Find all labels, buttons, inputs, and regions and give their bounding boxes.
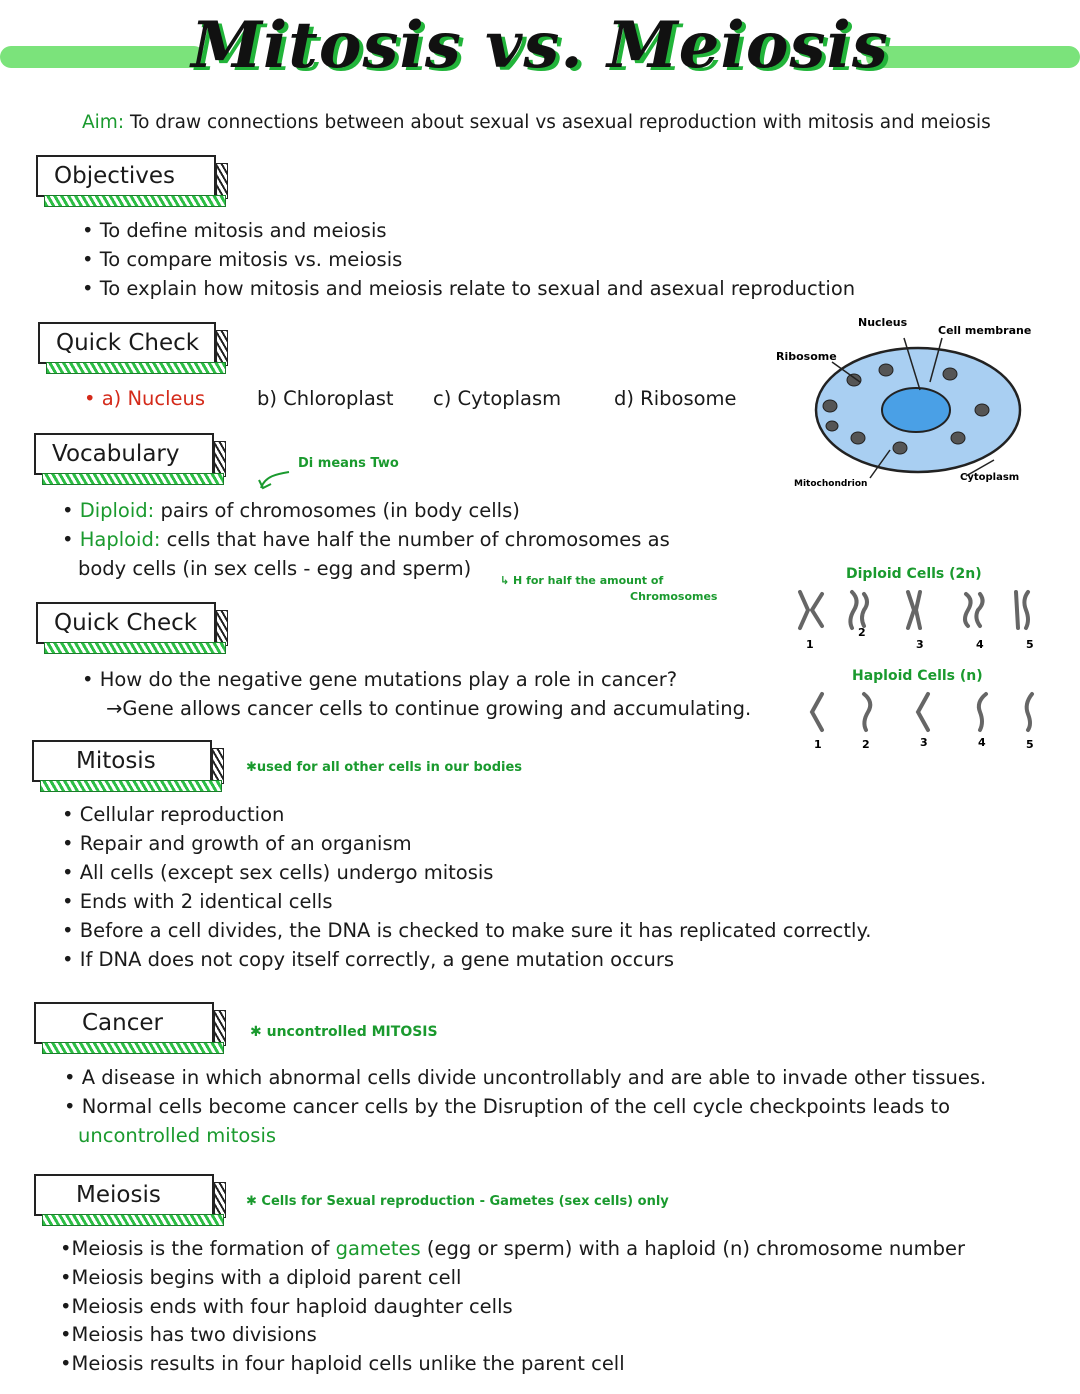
aim-line — [82, 112, 991, 133]
animal-cell-diagram — [770, 310, 1060, 500]
diploid-number: 2 — [858, 626, 866, 639]
quick-check-heading-box — [38, 322, 216, 364]
objectives-heading: Objectives — [36, 155, 216, 197]
list-item: • To compare mitosis vs. meiosis — [82, 245, 855, 274]
list-item: • To explain how mitosis and meiosis relate to sexual and asexual reproduction — [82, 274, 855, 303]
cancer-heading-box — [34, 1002, 214, 1044]
diploid-chromosomes — [790, 586, 1050, 650]
option-c: c) Cytoplasm — [433, 387, 562, 410]
haploid-number: 2 — [862, 738, 870, 751]
diploid-cells-title: Diploid Cells (2n) — [846, 566, 982, 582]
haploid-definition-cont: body cells (in sex cells - egg and sperm) — [78, 557, 472, 580]
heading-shadow — [214, 1182, 226, 1218]
mitosis-heading-box — [32, 740, 212, 782]
quick-check-2-question: • How do the negative gene mutations play a role in cancer? — [82, 668, 678, 691]
diploid-definition: • Diploid: pairs of chromosomes (in body cells) — [62, 499, 520, 522]
haploid-number: 1 — [814, 738, 822, 751]
haploid-chromosomes — [796, 688, 1046, 752]
cancer-item-2-cont: uncontrolled mitosis — [78, 1124, 277, 1147]
di-note: Di means Two — [298, 456, 399, 471]
quick-check-2-heading-box — [36, 602, 216, 644]
ribosome-label: Ribosome — [776, 350, 837, 363]
haploid-cells-title: Haploid Cells (n) — [852, 668, 983, 684]
cancer-note: ✱ uncontrolled MITOSIS — [250, 1024, 438, 1040]
mitosis-list — [62, 800, 871, 974]
diploid-number: 4 — [976, 638, 984, 650]
haploid-number: 5 — [1026, 738, 1034, 751]
haploid-definition: • Haploid: cells that have half the number of chromosomes as — [62, 528, 670, 551]
heading-underline — [44, 642, 226, 654]
page-title: Mitosis vs. Meiosis — [191, 8, 889, 83]
h-note: ↳ H for half the amount of — [500, 574, 664, 587]
list-item: • To define mitosis and meiosis — [82, 216, 855, 245]
list-item: • Cellular reproduction — [62, 800, 871, 829]
heading-shadow — [216, 163, 228, 199]
diploid-number: 5 — [1026, 638, 1034, 650]
heading-underline — [46, 362, 226, 374]
heading-shadow — [214, 1010, 226, 1046]
haploid-number: 3 — [920, 736, 928, 749]
quick-check-heading: Quick Check — [38, 322, 216, 364]
nucleus-label: Nucleus — [858, 316, 908, 329]
list-item: • Repair and growth of an organism — [62, 829, 871, 858]
meiosis-item-1: •Meiosis is the formation of gametes (egg or sperm) with a haploid (n) chromosome number — [60, 1237, 966, 1260]
arrow-icon — [255, 470, 295, 492]
mitochondrion-label: Mitochondrion — [794, 479, 868, 489]
heading-shadow — [216, 610, 228, 646]
h-note-cont: Chromosomes — [630, 590, 718, 603]
quick-check-2-heading: Quick Check — [36, 602, 216, 644]
heading-shadow — [216, 330, 228, 366]
meiosis-item: •Meiosis begins with a diploid parent cell — [60, 1266, 462, 1289]
cancer-item-2: • Normal cells become cancer cells by the Disruption of the cell cycle checkpoints leads to — [64, 1095, 951, 1118]
meiosis-note: ✱ Cells for Sexual reproduction - Gametes (sex cells) only — [246, 1194, 669, 1209]
meiosis-heading-box — [34, 1174, 214, 1216]
meiosis-item: •Meiosis has two divisions — [60, 1323, 317, 1346]
quick-check-2-answer: →Gene allows cancer cells to continue growing and accumulating. — [106, 697, 752, 720]
heading-underline — [42, 1214, 224, 1226]
diploid-number: 3 — [916, 638, 924, 650]
objectives-heading-box — [36, 155, 216, 197]
heading-underline — [44, 195, 226, 207]
mitosis-note: ✱used for all other cells in our bodies — [246, 760, 523, 775]
cell-membrane-label: Cell membrane — [938, 324, 1032, 337]
heading-underline — [40, 780, 222, 792]
list-item: • All cells (except sex cells) undergo mitosis — [62, 858, 871, 887]
meiosis-item: •Meiosis results in four haploid cells unlike the parent cell — [60, 1352, 625, 1375]
cancer-heading: Cancer — [34, 1002, 214, 1044]
meiosis-item: •Meiosis ends with four haploid daughter cells — [60, 1295, 513, 1318]
list-item: • If DNA does not copy itself correctly, a gene mutation occurs — [62, 945, 871, 974]
vocabulary-heading-box — [34, 433, 214, 475]
heading-underline — [42, 1042, 224, 1054]
heading-shadow — [212, 748, 224, 784]
list-item: • Before a cell divides, the DNA is checked to make sure it has replicated correctly. — [62, 916, 871, 945]
cytoplasm-label: Cytoplasm — [960, 472, 1020, 483]
option-d: d) Ribosome — [614, 387, 737, 410]
option-b: b) Chloroplast — [257, 387, 394, 410]
vocabulary-heading: Vocabulary — [34, 433, 214, 475]
aim-text: To draw connections between about sexual vs asexual reproduction with mitosis and meiosis — [129, 112, 991, 133]
mitosis-heading: Mitosis — [32, 740, 212, 782]
diploid-number: 1 — [806, 638, 814, 650]
heading-shadow — [214, 441, 226, 477]
list-item: • Ends with 2 identical cells — [62, 887, 871, 916]
meiosis-heading: Meiosis — [34, 1174, 214, 1216]
heading-underline — [42, 473, 224, 485]
haploid-number: 4 — [978, 736, 986, 749]
aim-label: Aim: — [82, 112, 125, 133]
objectives-list — [82, 216, 855, 303]
nucleus-shape — [882, 388, 950, 432]
cancer-item-1: • A disease in which abnormal cells divide uncontrollably and are able to invade other tissues. — [64, 1066, 987, 1089]
option-a: • a) Nucleus — [84, 387, 206, 410]
